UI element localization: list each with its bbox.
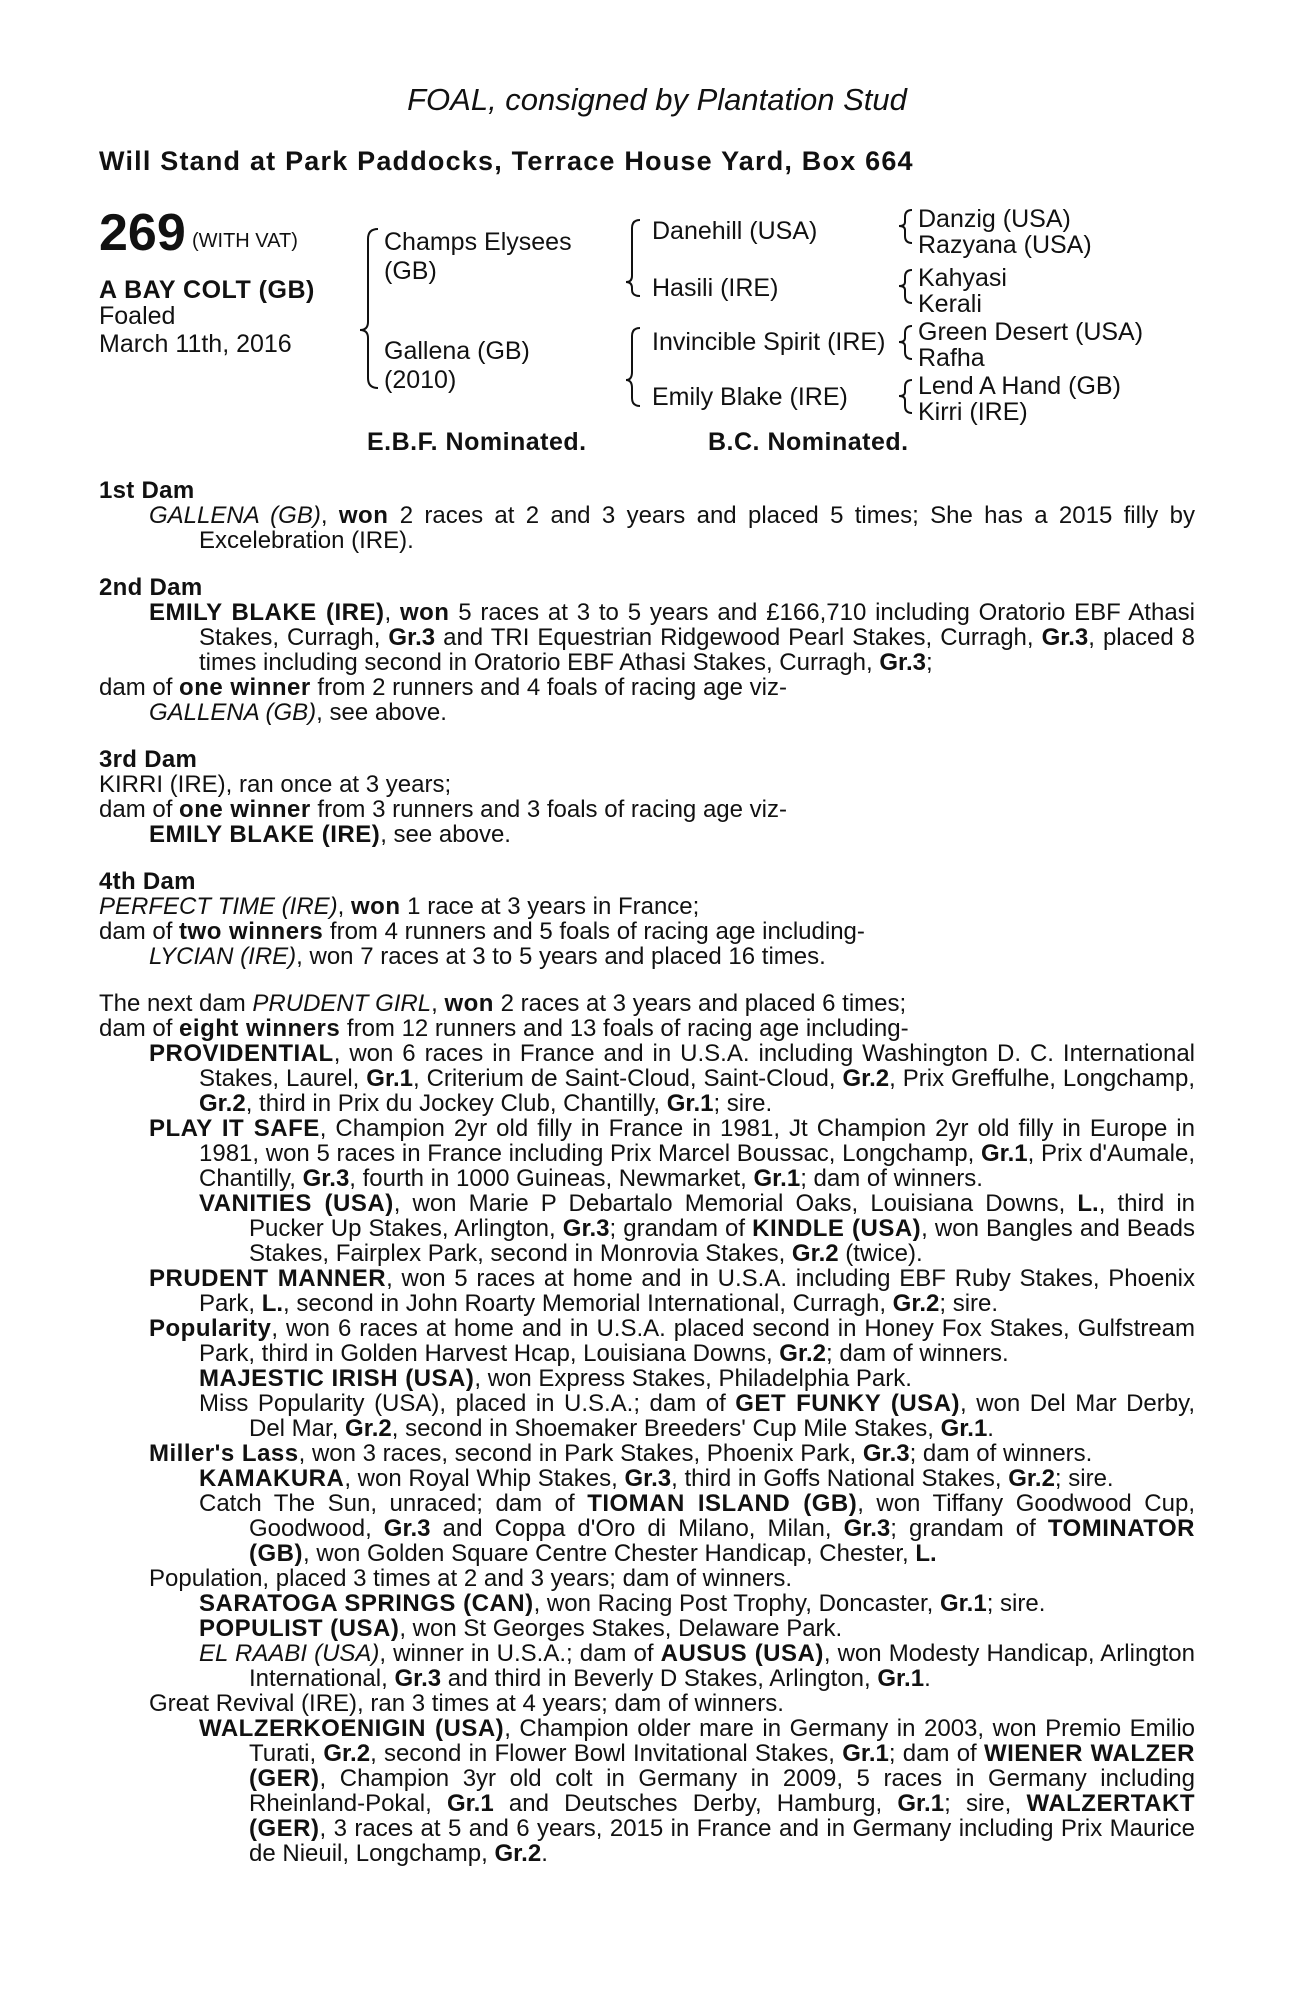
third-dam-section [99, 747, 1195, 847]
produce-population: Population, placed 3 times at 2 and 3 years; dam of winners. [149, 1565, 793, 1592]
produce-walzerkoenigin: WALZERKOENIGIN (USA), Champion older mare in Germany in 2003, won Premio Emilio Turati, Gr.2, second in Flower Bowl Invitational Stakes, Gr.1; dam of WIENER WALZER (GER), Champion 3yr old colt in Germany in 2009, 5 races in Germany including Rheinland-Pokal, Gr.1 and Deutsches Derby, Hamburg, Gr.1; sire, WALZERTAKT (GER), 3 races at 5 and 6 years, 2015 in France and in Germany including Prix Maurice de Nieuil, Longchamp, Gr.2. [199, 1715, 1196, 1867]
ggp-5: Green Desert (USA) [918, 318, 1144, 346]
produce-saratoga-springs: SARATOGA SPRINGS (CAN), won Racing Post Trophy, Doncaster, Gr.1; sire. [199, 1590, 1046, 1617]
next-dam-record: The next dam PRUDENT GIRL, won 2 races at 3 years and placed 6 times; [99, 990, 907, 1017]
dam-line [99, 478, 1195, 1866]
third-dam-heading: 3rd Dam [99, 746, 198, 773]
first-dam-text: GALLENA (GB), won 2 races at 2 and 3 years and placed 5 times; She has a 2015 filly by Excelebration (IRE). [149, 502, 1195, 554]
second-dam-record: EMILY BLAKE (IRE), won 5 races at 3 to 5 years and £166,710 including Oratorio EBF Athasi Stakes, Curragh, Gr.3 and TRI Equestrian Ridgewood Pearl Stakes, Curragh, Gr.3, placed 8 times including second in Oratorio EBF Athasi Stakes, Curragh, Gr.3; [149, 599, 1196, 676]
sire-sire: Danehill (USA) [652, 217, 818, 245]
next-dam-produce: dam of eight winners from 12 runners and 13 foals of racing age including- [99, 1015, 909, 1042]
second-dam-section [99, 575, 1195, 725]
first-dam-section [99, 478, 1195, 553]
second-dam-heading: 2nd Dam [99, 574, 203, 601]
ebf-nominated: E.B.F. Nominated. [367, 428, 587, 456]
produce-providential: PROVIDENTIAL, won 6 races in France and in U.S.A. including Washington D. C. International Stakes, Laurel, Gr.1, Criterium de Saint-Cloud, Saint-Cloud, Gr.2, Prix Greffulhe, Longchamp, Gr.2, third in Prix du Jockey Club, Chantilly, Gr.1; sire. [149, 1040, 1195, 1117]
produce-majestic-irish: MAJESTIC IRISH (USA), won Express Stakes, Philadelphia Park. [199, 1365, 912, 1392]
bc-nominated: B.C. Nominated. [708, 428, 909, 456]
second-dam-offspring: GALLENA (GB), see above. [149, 699, 447, 726]
dam-sire: Invincible Spirit (IRE) [652, 328, 886, 356]
lot-vat: (WITH VAT) [192, 230, 298, 252]
third-dam-record: KIRRI (IRE), ran once at 3 years; [99, 771, 452, 798]
stand-location: Will Stand at Park Paddocks, Terrace House Yard, Box 664 [99, 146, 914, 176]
sire-name: Champs Elysees (GB) [384, 228, 572, 285]
produce-millers-lass: Miller's Lass, won 3 races, second in Park Stakes, Phoenix Park, Gr.3; dam of winners. [149, 1440, 1093, 1467]
third-dam-offspring: EMILY BLAKE (IRE), see above. [149, 821, 511, 848]
second-dam-produce: dam of one winner from 2 runners and 4 foals of racing age viz- [99, 674, 787, 701]
foaled-date: March 11th, 2016 [99, 330, 292, 358]
produce-popularity: Popularity, won 6 races at home and in U.S.A. placed second in Honey Fox Stakes, Gulfstream Park, third in Golden Harvest Hcap, Louisiana Downs, Gr.2; dam of winners. [149, 1315, 1195, 1367]
ggp-3: Kahyasi [918, 264, 1007, 292]
consignment-line: FOAL, consigned by Plantation Stud [407, 82, 907, 117]
ggp-4: Kerali [918, 290, 982, 318]
sire-dam: Hasili (IRE) [652, 274, 779, 302]
fourth-dam-section [99, 869, 1195, 969]
produce-catch-the-sun: Catch The Sun, unraced; dam of TIOMAN ISLAND (GB), won Tiffany Goodwood Cup, Goodwood, Gr.3 and Coppa d'Oro di Milano, Milan, Gr.3; grandam of TOMINATOR (GB), won Golden Square Centre Chester Handicap, Chester, L. [199, 1490, 1195, 1567]
dam-name: Gallena (GB) (2010) [384, 337, 530, 394]
ggp-7: Lend A Hand (GB) [918, 372, 1121, 400]
produce-el-raabi: EL RAABI (USA), winner in U.S.A.; dam of AUSUS (USA), won Modesty Handicap, Arlington International, Gr.3 and third in Beverly D Stakes, Arlington, Gr.1. [199, 1640, 1195, 1692]
first-dam-heading: 1st Dam [99, 477, 195, 504]
third-dam-produce: dam of one winner from 3 runners and 3 foals of racing age viz- [99, 796, 787, 823]
produce-populist: POPULIST (USA), won St Georges Stakes, Delaware Park. [199, 1615, 843, 1642]
fourth-dam-record: PERFECT TIME (IRE), won 1 race at 3 years in France; [99, 893, 700, 920]
ggp-2: Razyana (USA) [918, 231, 1092, 259]
next-dam-section [99, 991, 1195, 1866]
produce-play-it-safe: PLAY IT SAFE, Champion 2yr old filly in France in 1981, Jt Champion 2yr old filly in Europe in 1981, won 5 races in France including Prix Marcel Boussac, Longchamp, Gr.1, Prix d'Aumale, Chantilly, Gr.3, fourth in 1000 Guineas, Newmarket, Gr.1; dam of winners. [149, 1115, 1196, 1192]
ggp-8: Kirri (IRE) [918, 398, 1028, 426]
fourth-dam-heading: 4th Dam [99, 868, 196, 895]
ggp-6: Rafha [918, 344, 985, 372]
fourth-dam-produce: dam of two winners from 4 runners and 5 foals of racing age including- [99, 918, 865, 945]
produce-great-revival: Great Revival (IRE), ran 3 times at 4 years; dam of winners. [149, 1690, 784, 1717]
lot-description: A BAY COLT (GB) [99, 276, 315, 304]
produce-prudent-manner: PRUDENT MANNER, won 5 races at home and in U.S.A. including EBF Ruby Stakes, Phoenix Park, L., second in John Roarty Memorial International, Curragh, Gr.2; sire. [149, 1265, 1196, 1317]
lot-number: 269 [99, 204, 186, 262]
fourth-dam-offspring: LYCIAN (IRE), won 7 races at 3 to 5 years and placed 16 times. [149, 943, 826, 970]
produce-kamakura: KAMAKURA, won Royal Whip Stakes, Gr.3, third in Goffs National Stakes, Gr.2; sire. [199, 1465, 1114, 1492]
ggp-1: Danzig (USA) [918, 205, 1071, 233]
produce-miss-popularity: Miss Popularity (USA), placed in U.S.A.; dam of GET FUNKY (USA), won Del Mar Derby, Del Mar, Gr.2, second in Shoemaker Breeders' Cup Mile Stakes, Gr.1. [199, 1390, 1196, 1442]
foaled-label: Foaled [99, 302, 176, 330]
dam-dam: Emily Blake (IRE) [652, 383, 848, 411]
produce-vanities: VANITIES (USA), won Marie P Debartalo Memorial Oaks, Louisiana Downs, L., third in Pucker Up Stakes, Arlington, Gr.3; grandam of KINDLE (USA), won Bangles and Beads Stakes, Fairplex Park, second in Monrovia Stakes, Gr.2 (twice). [199, 1190, 1196, 1267]
